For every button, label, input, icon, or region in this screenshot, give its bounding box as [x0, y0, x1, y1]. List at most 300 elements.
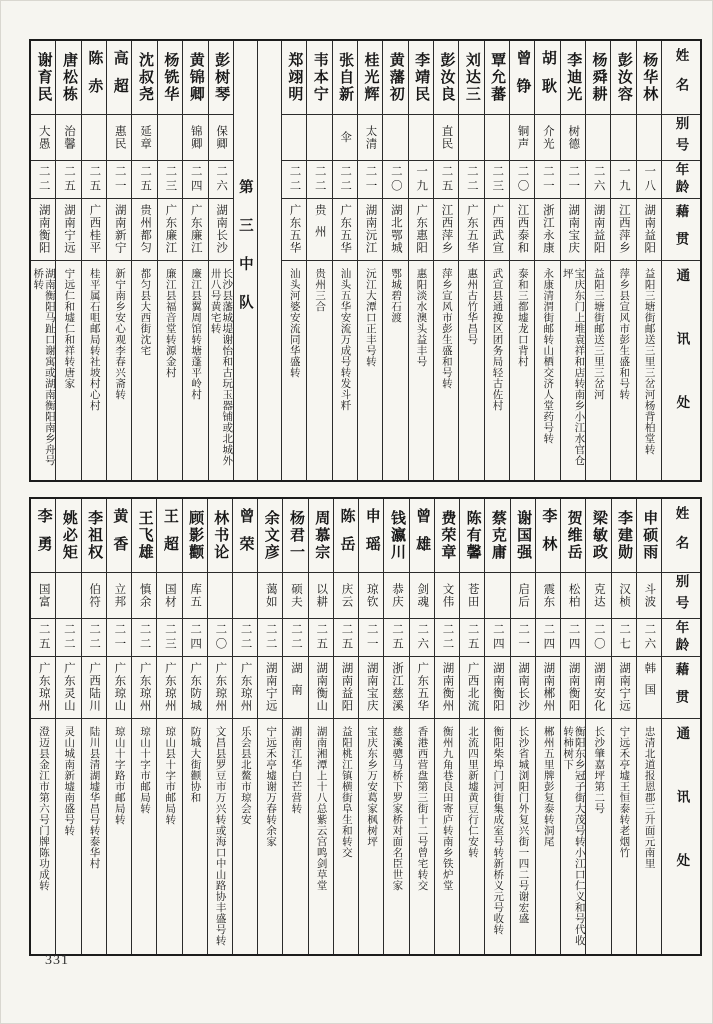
roster-column — [232, 499, 257, 954]
alias-cell: 蔼如 — [258, 573, 282, 619]
roster-column — [433, 41, 458, 480]
roster-column — [281, 41, 306, 480]
roster-column — [81, 499, 106, 954]
native-cell: 湖南宝庆 — [359, 657, 383, 719]
address-cell: 新宁南乡安心观李春兴斋转 — [114, 268, 126, 400]
age-cell: 二二 — [132, 619, 156, 657]
age-cell: 二二 — [258, 619, 282, 657]
name-cell: 陈岳 — [334, 499, 358, 573]
alias-cell: 文伟 — [435, 573, 459, 619]
address-cell: 宁远禾亭墟谢万春转余家 — [265, 726, 277, 847]
roster-column — [282, 499, 307, 954]
address-cell: 益阳三塘街邮送三里三岔河 — [592, 268, 604, 400]
age-cell: 二二 — [459, 161, 483, 199]
address-cell: 萍乡宣风市彭生盛和号转 — [440, 268, 452, 389]
address-cell: 文昌县罗豆市万兴转或海口中山路协丰盛号转 — [214, 726, 226, 946]
alias-cell: 伞 — [333, 115, 357, 161]
alias-cell: 太清 — [358, 115, 382, 161]
name-cell: 贺维岳 — [561, 499, 585, 573]
native-cell: 广东琼州 — [132, 657, 156, 719]
name-cell: 彭树琴 — [209, 41, 233, 115]
address-cell: 乐会县北鳌市琼会安 — [239, 726, 251, 825]
age-cell: 二三 — [157, 619, 181, 657]
roster-column — [308, 499, 333, 954]
address-cell: 永康清渭街邮转山栖交济人堂药号转 — [542, 268, 554, 444]
age-cell: 二七 — [612, 619, 636, 657]
native-cell: 韩国 — [637, 657, 661, 719]
age-cell: 二六 — [637, 619, 661, 657]
age-cell: 二一 — [358, 161, 382, 199]
roster-column — [182, 499, 207, 954]
alias-cell: 克达 — [586, 573, 610, 619]
name-cell: 梁敏政 — [586, 499, 610, 573]
name-cell: 彭汝容 — [611, 41, 635, 115]
alias-cell: 大愚 — [31, 115, 55, 161]
native-cell: 广东五华 — [459, 199, 483, 261]
header-alias: 别号 — [662, 115, 700, 161]
roster-column — [106, 41, 131, 480]
roster-column — [157, 41, 182, 480]
address-cell: 湖南江华白芒营转 — [290, 726, 302, 814]
native-cell: 广东琼山 — [107, 657, 131, 719]
address-cell: 慈溪骢马桥下罗家桥对面名臣世家 — [391, 726, 403, 891]
age-cell: 二五 — [31, 619, 55, 657]
address-cell: 宝庆东门上堆袁祥和店转南乡小江水官仓坪 — [561, 268, 585, 466]
name-cell: 李建勋 — [612, 499, 636, 573]
name-cell: 曾雄 — [410, 499, 434, 573]
address-cell: 宁远仁和墟仁和祥转唐家 — [63, 268, 75, 389]
roster-column — [306, 41, 331, 480]
name-cell: 申硕雨 — [637, 499, 661, 573]
address-cell: 北流四里新墟黄豆行仁安转 — [467, 726, 479, 858]
native-cell: 湖南新宁 — [107, 199, 131, 261]
alias-cell: 保卿 — [209, 115, 233, 161]
age-cell: 二四 — [485, 619, 509, 657]
age-cell: 一九 — [611, 161, 635, 199]
roster-column — [131, 499, 156, 954]
address-cell: 琼山十字市邮局转 — [138, 726, 150, 814]
address-cell: 长沙省城浏阳门外复兴街一四二号谢宏盛 — [517, 726, 529, 924]
age-cell: 二五 — [56, 161, 80, 199]
native-cell: 湖南长沙 — [511, 657, 535, 719]
native-cell: 广东惠阳 — [409, 199, 433, 261]
address-cell: 惠阳淡水澳头益丰号 — [415, 268, 427, 367]
roster-column — [408, 41, 433, 480]
name-cell: 谢国强 — [511, 499, 535, 573]
alias-cell: 伯符 — [82, 573, 106, 619]
roster-column — [535, 499, 560, 954]
page-number: 331 — [45, 953, 69, 968]
name-cell: 黄香 — [107, 499, 131, 573]
name-cell: 杨舜耕 — [586, 41, 610, 115]
address-cell: 湖南衡阳马趾口谢寓或湖南衡阳南乡舟号桥转 — [32, 268, 55, 466]
address-cell: 长沙县藩城堤谢怡和古玩玉器铺或北城外卅八号黄宅转 — [209, 268, 233, 466]
roster-column — [55, 499, 80, 954]
name-cell: 杨华林 — [637, 41, 661, 115]
alias-cell: 苍田 — [460, 573, 484, 619]
name-cell: 彭汝良 — [434, 41, 458, 115]
native-cell: 湖南 — [283, 657, 307, 719]
address-cell: 萍乡县宣风市彭生盛和号转 — [618, 268, 630, 400]
roster-column — [560, 41, 585, 480]
header-address: 通讯处 — [674, 268, 690, 459]
age-cell: 二二 — [283, 619, 307, 657]
roster-column — [208, 41, 233, 480]
roster-column — [332, 41, 357, 480]
native-cell: 湖南宝庆 — [561, 199, 585, 261]
roster-column — [357, 41, 382, 480]
name-cell: 张自新 — [333, 41, 357, 115]
address-cell: 香港西营盘第三街十二号曾宅转交 — [416, 726, 428, 891]
age-cell: 二二 — [282, 161, 306, 199]
roster-column — [585, 41, 610, 480]
alias-cell: 斗波 — [637, 573, 661, 619]
native-cell: 湖南衡阳 — [31, 199, 55, 261]
roster-column — [434, 499, 459, 954]
name-cell: 韦本宁 — [307, 41, 331, 115]
alias-cell — [282, 115, 306, 161]
age-cell: 一八 — [637, 161, 661, 199]
address-cell: 泰和三都墟龙口背村 — [516, 268, 528, 367]
address-cell: 惠州古竹华昌号 — [466, 268, 478, 345]
age-cell: 二五 — [434, 161, 458, 199]
alias-cell: 松柏 — [561, 573, 585, 619]
name-cell: 黄藩初 — [383, 41, 407, 115]
native-cell: 广东琼州 — [208, 657, 232, 719]
header-native: 藉贯 — [662, 657, 700, 719]
native-cell: 贵州都匀 — [132, 199, 156, 261]
header-native: 藉贯 — [662, 199, 700, 261]
address-cell: 汕头五华安流万成号转发斗粁 — [339, 268, 351, 411]
native-cell: 湖南衡阳 — [485, 657, 509, 719]
name-cell: 胡耿 — [535, 41, 559, 115]
native-cell: 湖南衡山 — [309, 657, 333, 719]
alias-cell: 汉桢 — [612, 573, 636, 619]
address-cell: 琼山十字路市邮局转 — [113, 726, 125, 825]
alias-cell — [586, 115, 610, 161]
alias-cell — [637, 115, 661, 161]
name-cell: 杨君一 — [283, 499, 307, 573]
alias-cell: 琼钦 — [359, 573, 383, 619]
native-cell: 广东五华 — [410, 657, 434, 719]
name-cell: 陈有馨 — [460, 499, 484, 573]
header-alias: 别号 — [662, 573, 700, 619]
age-cell: 二〇 — [383, 161, 407, 199]
alias-cell: 国富 — [31, 573, 55, 619]
name-cell: 申瑶 — [359, 499, 383, 573]
roster-column — [358, 499, 383, 954]
address-cell: 防城大街颧协和 — [189, 726, 201, 803]
header-name: 姓名 — [662, 41, 700, 115]
name-cell: 林书论 — [208, 499, 232, 573]
native-cell: 江西萍乡 — [611, 199, 635, 261]
native-cell: 广东灵山 — [56, 657, 80, 719]
age-cell: 二六 — [209, 161, 233, 199]
native-cell: 贵州 — [307, 199, 331, 261]
alias-cell — [82, 115, 106, 161]
roster-column — [207, 499, 232, 954]
roster-column — [333, 499, 358, 954]
address-cell: 都匀县大西街沈宅 — [139, 268, 151, 356]
address-cell: 贵州三合 — [314, 268, 326, 312]
native-cell: 湖南益阳 — [637, 199, 661, 261]
name-cell: 曾铮 — [510, 41, 534, 115]
native-cell: 广东琼州 — [157, 657, 181, 719]
native-cell: 江西萍乡 — [434, 199, 458, 261]
age-cell: 二二 — [31, 161, 55, 199]
native-cell: 广东廉江 — [183, 199, 207, 261]
roster-column — [459, 499, 484, 954]
age-cell: 二〇 — [510, 161, 534, 199]
address-cell: 廉江县翼周馆转塘蓬平岭村 — [190, 268, 202, 400]
address-cell: 长沙肇嘉坪第二号 — [593, 726, 605, 814]
age-cell: 二三 — [485, 161, 509, 199]
header-age: 年龄 — [662, 161, 700, 199]
alias-cell — [409, 115, 433, 161]
alias-cell — [56, 573, 80, 619]
roster-column — [458, 41, 483, 480]
age-cell: 二五 — [132, 161, 156, 199]
alias-cell: 启后 — [511, 573, 535, 619]
spacer-column — [257, 41, 281, 480]
address-cell: 灵山城南新墟南盛号转 — [63, 726, 75, 836]
address-cell: 武宣县通挽区团务局轻古佐村 — [491, 268, 503, 411]
native-cell: 湖南衡阳 — [561, 657, 585, 719]
age-cell: 二四 — [183, 619, 207, 657]
name-cell: 王飞雄 — [132, 499, 156, 573]
roster-column — [509, 41, 534, 480]
name-cell: 李林 — [536, 499, 560, 573]
age-cell: 二一 — [535, 161, 559, 199]
name-cell: 刘达三 — [459, 41, 483, 115]
address-cell: 益阳桃江镇横街阜生和转交 — [340, 726, 352, 858]
age-cell: 二一 — [107, 619, 131, 657]
alias-cell: 庆云 — [334, 573, 358, 619]
alias-cell: 治馨 — [56, 115, 80, 161]
roster-column — [534, 41, 559, 480]
roster-column — [510, 499, 535, 954]
name-cell: 陈赤 — [82, 41, 106, 115]
age-cell: 二二 — [56, 619, 80, 657]
name-cell: 高超 — [107, 41, 131, 115]
native-cell: 广东廉江 — [158, 199, 182, 261]
alias-cell: 恭庆 — [384, 573, 408, 619]
native-cell: 湖北鄂城 — [383, 199, 407, 261]
header-address: 通讯处 — [674, 726, 690, 917]
age-cell: 二五 — [334, 619, 358, 657]
native-cell: 广西北流 — [460, 657, 484, 719]
native-cell: 浙江永康 — [535, 199, 559, 261]
name-cell: 谢育民 — [31, 41, 55, 115]
age-cell: 二〇 — [208, 619, 232, 657]
age-cell: 二四 — [536, 619, 560, 657]
age-cell: 一九 — [409, 161, 433, 199]
alias-cell: 硕夫 — [283, 573, 307, 619]
address-cell: 宝庆东乡万安葛家枫树坪 — [366, 726, 378, 847]
alias-cell: 惠民 — [107, 115, 131, 161]
native-cell: 广东防城 — [183, 657, 207, 719]
header-name: 姓名 — [662, 499, 700, 573]
roster-table-top — [29, 39, 702, 482]
age-cell: 二五 — [460, 619, 484, 657]
header-column — [661, 499, 700, 954]
native-cell: 湖南衡州 — [435, 657, 459, 719]
roster-column — [31, 499, 55, 954]
name-cell: 顾影颧 — [183, 499, 207, 573]
age-cell: 二五 — [384, 619, 408, 657]
name-cell: 余文彦 — [258, 499, 282, 573]
alias-cell: 库五 — [183, 573, 207, 619]
alias-cell: 直民 — [434, 115, 458, 161]
header-column — [661, 41, 700, 480]
age-cell: 二〇 — [586, 619, 610, 657]
age-cell: 二一 — [359, 619, 383, 657]
age-cell: 二一 — [107, 161, 131, 199]
age-cell: 二六 — [410, 619, 434, 657]
name-cell: 蔡克庸 — [485, 499, 509, 573]
native-cell: 广东琼州 — [31, 657, 55, 719]
name-cell: 黄锦卿 — [183, 41, 207, 115]
alias-cell — [459, 115, 483, 161]
address-cell: 廉江县福音堂转源金村 — [164, 268, 176, 378]
age-cell: 二六 — [586, 161, 610, 199]
age-cell: 二五 — [309, 619, 333, 657]
name-cell: 覃允蕃 — [485, 41, 509, 115]
address-cell: 衡阳东乡冠子街大茂号转小江口仁义和号代收转柿树下 — [562, 726, 585, 946]
age-cell: 二二 — [82, 619, 106, 657]
alias-cell — [208, 573, 232, 619]
section-label: 第三中队 — [236, 178, 253, 333]
alias-cell: 延章 — [132, 115, 156, 161]
roster-column — [382, 41, 407, 480]
native-cell: 湖南沅江 — [358, 199, 382, 261]
alias-cell — [233, 573, 257, 619]
alias-cell — [158, 115, 182, 161]
native-cell: 江西泰和 — [510, 199, 534, 261]
name-cell: 费荣章 — [435, 499, 459, 573]
native-cell: 广西武宣 — [485, 199, 509, 261]
address-cell: 湖南湘潭上十八总紫云宫鸣剑草堂 — [315, 726, 327, 891]
roster-column — [611, 499, 636, 954]
alias-cell: 立邦 — [107, 573, 131, 619]
address-cell: 衡州九角巷良田寄庐转南乡铁炉堂 — [441, 726, 453, 891]
native-cell: 湖南宁远 — [258, 657, 282, 719]
name-cell: 李靖民 — [409, 41, 433, 115]
address-cell: 益阳三塘街邮送三里三岔河杨背柏堂转 — [643, 268, 655, 455]
roster-column — [182, 41, 207, 480]
name-cell: 姚必矩 — [56, 499, 80, 573]
address-cell: 陆川县清湖墟华昌号转泰华村 — [88, 726, 100, 869]
roster-column — [560, 499, 585, 954]
name-cell: 周慕宗 — [309, 499, 333, 573]
alias-cell: 慎余 — [132, 573, 156, 619]
native-cell: 湖南宁远 — [56, 199, 80, 261]
roster-column — [636, 499, 661, 954]
address-cell: 衡阳柴埠门河街集成室号转新桥义元号收转 — [492, 726, 504, 935]
roster-column — [484, 499, 509, 954]
alias-cell: 以耕 — [309, 573, 333, 619]
age-cell: 二一 — [511, 619, 535, 657]
roster-column — [383, 499, 408, 954]
roster-column — [31, 41, 55, 480]
name-cell: 李迪光 — [561, 41, 585, 115]
roster-table-bottom — [29, 497, 702, 956]
roster-column — [81, 41, 106, 480]
address-cell: 沅江大潭口正丰号转 — [364, 268, 376, 367]
native-cell: 湖南宁远 — [612, 657, 636, 719]
native-cell: 广西桂平 — [82, 199, 106, 261]
alias-cell: 树德 — [561, 115, 585, 161]
alias-cell — [485, 573, 509, 619]
native-cell: 广西陆川 — [82, 657, 106, 719]
header-age: 年龄 — [662, 619, 700, 657]
alias-cell: 介光 — [535, 115, 559, 161]
native-cell: 湖南益阳 — [334, 657, 358, 719]
native-cell: 湖南益阳 — [586, 199, 610, 261]
name-cell: 郑翊明 — [282, 41, 306, 115]
name-cell: 沈叔尧 — [132, 41, 156, 115]
roster-column — [257, 499, 282, 954]
native-cell: 广东五华 — [333, 199, 357, 261]
age-cell: 二二 — [233, 619, 257, 657]
age-cell: 二三 — [158, 161, 182, 199]
section-divider-column — [233, 41, 257, 480]
roster-column — [55, 41, 80, 480]
alias-cell — [383, 115, 407, 161]
name-cell: 王超 — [157, 499, 181, 573]
name-cell: 钱瀛川 — [384, 499, 408, 573]
roster-column — [484, 41, 509, 480]
age-cell: 二五 — [82, 161, 106, 199]
roster-column — [610, 41, 635, 480]
address-cell: 桂平属石咀邮局转社坡村心村 — [88, 268, 100, 411]
alias-cell — [307, 115, 331, 161]
address-cell: 鄂城碧石渡 — [390, 268, 402, 323]
alias-cell: 国材 — [157, 573, 181, 619]
native-cell: 湖南长沙 — [209, 199, 233, 261]
name-cell: 唐松栋 — [56, 41, 80, 115]
address-cell: 郴州五里牌彭复泰转洞尾 — [542, 726, 554, 847]
roster-column — [409, 499, 434, 954]
age-cell: 二二 — [333, 161, 357, 199]
address-cell: 琼山县十字市邮局转 — [164, 726, 176, 825]
alias-cell — [485, 115, 509, 161]
roster-column — [106, 499, 131, 954]
roster-column — [156, 499, 181, 954]
age-cell: 二二 — [435, 619, 459, 657]
age-cell: 二四 — [183, 161, 207, 199]
name-cell: 李祖权 — [82, 499, 106, 573]
address-cell: 汕头河婆安流同华盛转 — [288, 268, 300, 378]
native-cell: 广东五华 — [282, 199, 306, 261]
age-cell: 二二 — [307, 161, 331, 199]
native-cell: 浙江慈溪 — [384, 657, 408, 719]
alias-cell — [611, 115, 635, 161]
native-cell: 湖南郴州 — [536, 657, 560, 719]
roster-column — [131, 41, 156, 480]
address-cell: 宁远禾亭墟王恒泰转老烟竹 — [618, 726, 630, 858]
roster-column — [585, 499, 610, 954]
alias-cell: 震东 — [536, 573, 560, 619]
name-cell: 李勇 — [31, 499, 55, 573]
age-cell: 二四 — [561, 619, 585, 657]
name-cell: 桂光辉 — [358, 41, 382, 115]
roster-column — [636, 41, 661, 480]
address-cell: 忠清北道报恩郡三升面元南里 — [643, 726, 655, 869]
alias-cell: 锦卿 — [183, 115, 207, 161]
alias-cell: 剑魂 — [410, 573, 434, 619]
native-cell: 湖南安化 — [586, 657, 610, 719]
